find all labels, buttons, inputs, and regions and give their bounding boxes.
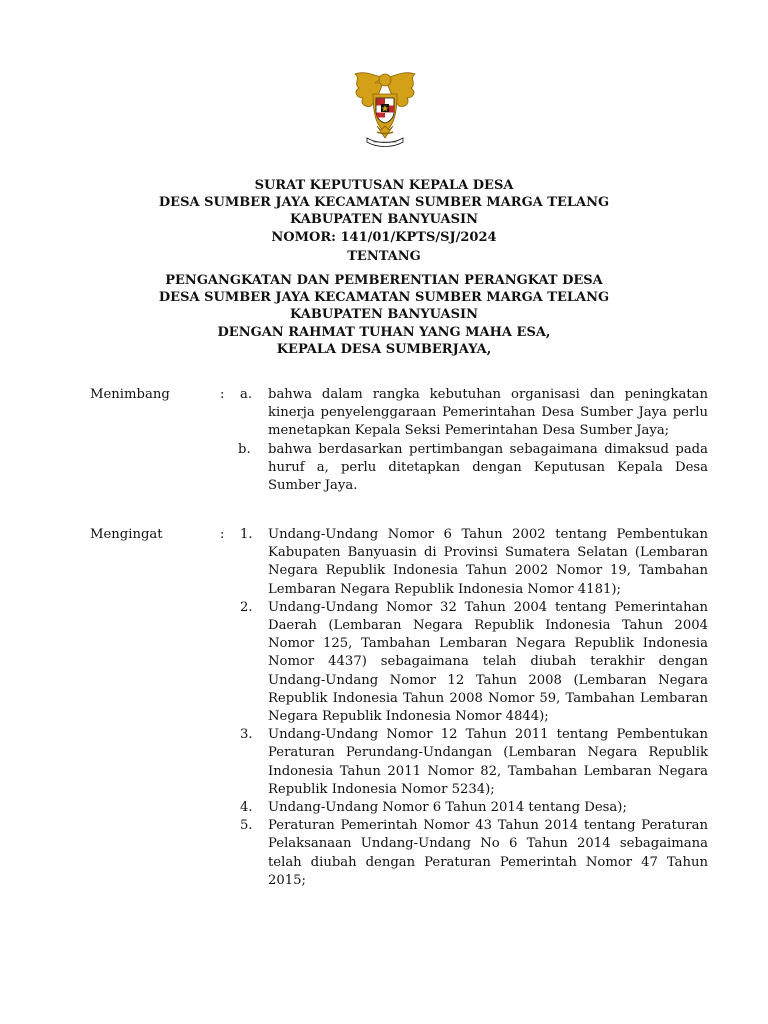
mengingat-list [240,526,708,890]
item-marker: 2. [240,599,253,615]
subject-line: KABUPATEN BANYUASIN [290,307,478,322]
title-line: KABUPATEN BANYUASIN [290,212,478,227]
opening-statement [0,324,768,358]
item-text: bahwa dalam rangka kebutuhan organisasi dan peningkatan kinerja penyelenggaraan Pemerintahan Desa Sumber Jaya perlu menetapkan Kepala Seksi Pemerintahan Desa Sumber Jaya; [268,387,708,439]
list-item [240,441,708,496]
list-item [240,599,708,726]
item-marker: 4. [240,800,253,816]
item-marker: 5. [240,818,253,834]
garuda-pancasila-emblem-icon [347,68,423,150]
opening-line: KEPALA DESA SUMBERJAYA, [276,342,492,357]
section-label: Mengingat [90,527,163,542]
opening-line: DENGAN RAHMAT TUHAN YANG MAHA ESA, [217,325,551,340]
item-marker: a. [240,387,253,402]
list-item [240,817,708,890]
item-text: Undang-Undang Nomor 12 Tahun 2011 tentang Pembentukan Peraturan Perundang-Undangan (Lembaran Negara Republik Indonesia Tahun 2011 Nomor 82, Tambahan Lembaran Negara Republik Indonesia Nomor 5234); [268,727,708,797]
section-colon: : [220,387,225,402]
item-text: Undang-Undang Nomor 32 Tahun 2004 tentang Pemerintahan Daerah (Lembaran Negara Republik Indonesia Tahun 2004 Nomor 125, Tambahan Lembaran Negara Republik Indonesia Nomor 4437) sebagaimana telah diubah terakhir dengan Undang-Undang Nomor 12 Tahun 2008 (Lembaran Negara Republik Indonesia Tahun 2008 Nomor 59, Tambahan Lembaran Negara Republik Indonesia Nomor 4844); [268,599,708,725]
item-text: Undang-Undang Nomor 6 Tahun 2014 tentang Desa); [268,800,627,816]
list-item [240,799,708,817]
tentang-heading: TENTANG [347,249,421,264]
menimbang-list [240,386,708,495]
list-item [240,526,708,599]
item-marker: b. [238,441,251,457]
document-title [0,177,768,228]
title-line: DESA SUMBER JAYA KECAMATAN SUMBER MARGA TELANG [158,195,610,210]
document-subject [0,272,768,323]
section-label: Menimbang [90,387,170,402]
list-item [240,386,708,441]
item-text: Peraturan Pemerintah Nomor 43 Tahun 2014 tentang Peraturan Pelaksanaan Undang-Undang No 6 Tahun 2014 sebagaimana telah diubah dengan Peraturan Pemerintah Nomor 47 Tahun 2015; [268,818,708,888]
title-line: SURAT KEPUTUSAN KEPALA DESA [254,178,514,193]
subject-line: PENGANGKATAN DAN PEMBERENTIAN PERANGKAT DESA [165,273,603,288]
list-item [240,726,708,799]
item-text: Undang-Undang Nomor 6 Tahun 2002 tentang Pembentukan Kabupaten Banyuasin di Provinsi Sumatera Selatan (Lembaran Negara Republik Indonesia Tahun 2002 Nomor 19, Tambahan Lembaran Negara Republik Indonesia Nomor 4181); [268,527,708,597]
section-colon: : [220,527,225,542]
subject-line: DESA SUMBER JAYA KECAMATAN SUMBER MARGA TELANG [158,290,610,305]
item-text: bahwa berdasarkan pertimbangan sebagaimana dimaksud pada huruf a, perlu ditetapkan dengan Keputusan Kepala Desa Sumber Jaya. [268,441,708,494]
item-marker: 1. [240,527,253,542]
document-number: NOMOR: 141/01/KPTS/SJ/2024 [271,230,497,245]
item-marker: 3. [240,727,253,743]
